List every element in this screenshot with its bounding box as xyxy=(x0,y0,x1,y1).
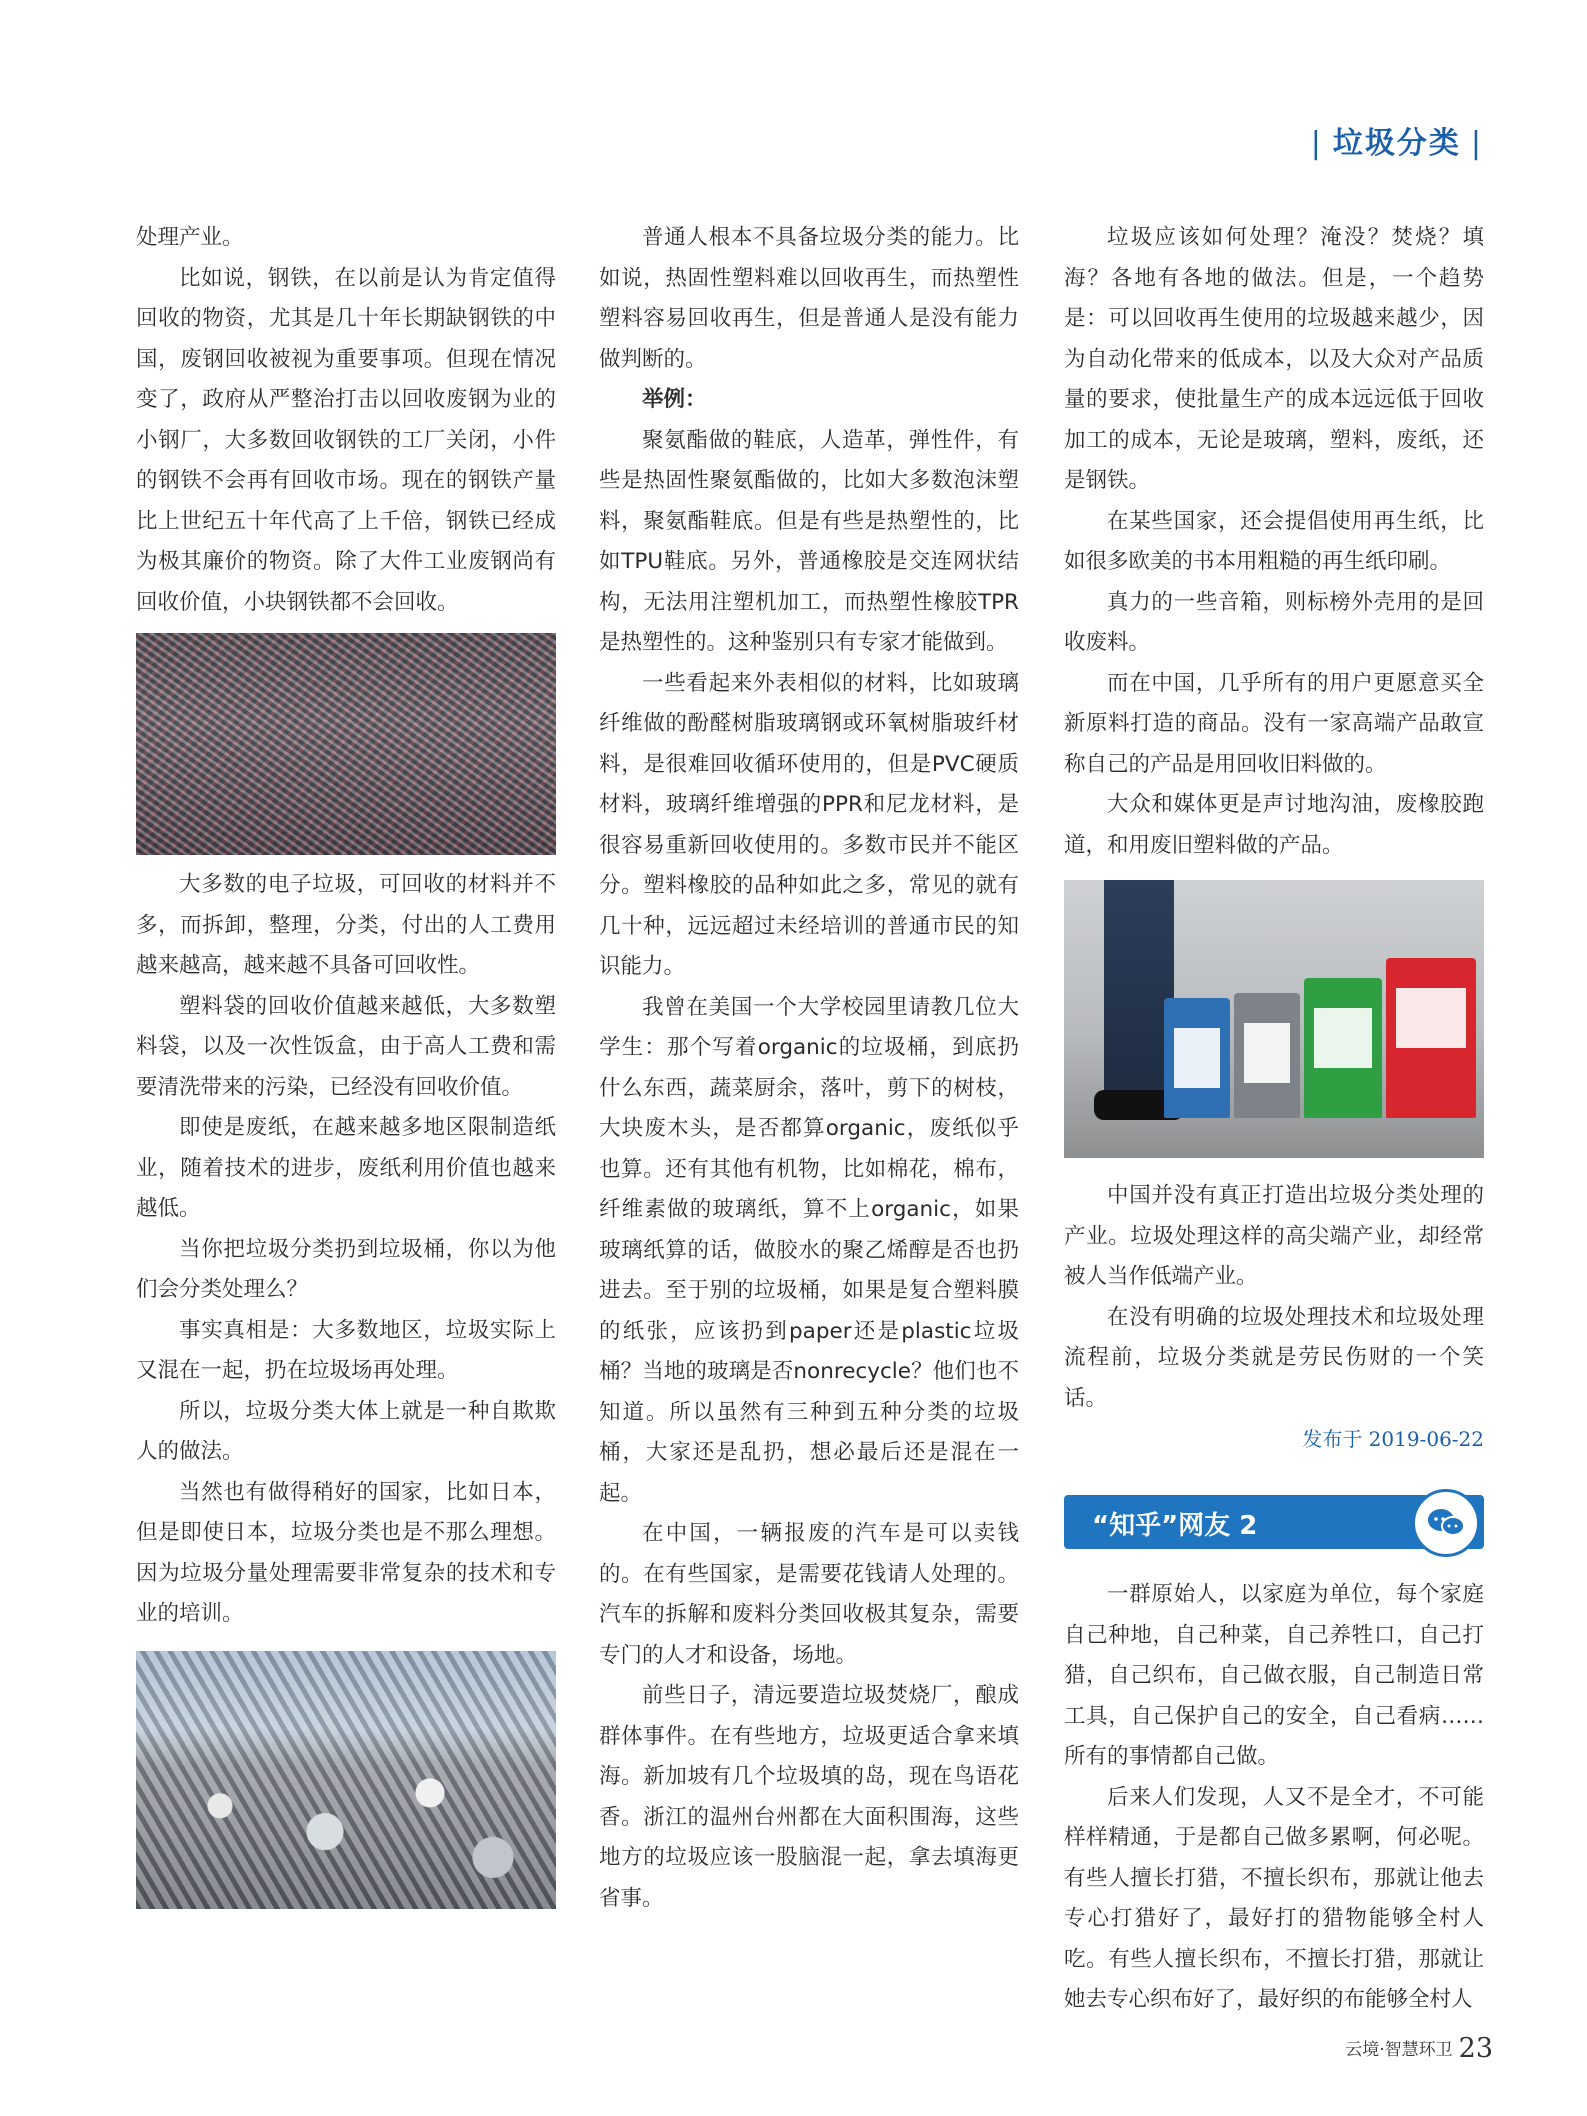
paragraph: 当然也有做得稍好的国家，比如日本，但是即使日本，垃圾分类也是不那么理想。因为垃圾分量处理需要非常复杂的技术和专业的培训。 xyxy=(136,1479,556,1626)
zhihu-banner-title: “知乎”网友 2 xyxy=(1092,1511,1258,1541)
recycling-bins-photo xyxy=(1064,880,1484,1158)
paragraph: 即使是废纸，在越来越多地区限制造纸业，随着技术的进步，废纸利用价值也越来越低。 xyxy=(136,1115,556,1221)
electronic-waste-photo xyxy=(136,633,556,855)
paragraph: 大多数的电子垃圾，可回收的材料并不多，而拆卸，整理，分类，付出的人工费用越来越高，越来越不具备可回收性。 xyxy=(136,872,556,978)
section-tag: | 垃圾分类 | xyxy=(1310,126,1483,161)
paragraph: 普通人根本不具备垃圾分类的能力。比如说，热固性塑料难以回收再生，而热塑性塑料容易回收再生，但是普通人是没有能力做判断的。 xyxy=(599,225,1019,372)
paragraph: 垃圾应该如何处理？淹没？焚烧？填海？各地有各地的做法。但是，一个趋势是：可以回收再生使用的垃圾越来越少，因为自动化带来的低成本，以及大众对产品质量的要求，使批量生产的成本远远低于回收加工的成本，无论是玻璃，塑料，废纸，还是钢铁。 xyxy=(1064,225,1484,493)
paragraph: 处理产业。 xyxy=(136,225,244,250)
paragraph: 我曾在美国一个大学校园里请教几位大学生：那个写着organic的垃圾桶，到底扔什么东西，蔬菜厨余，落叶，剪下的树枝，大块废木头，是否都算organic，废纸似乎也算。还有其他有机物，比如棉花，棉布，纤维素做的玻璃纸，算不上organic，如果玻璃纸算的话，做胶水的聚乙烯醇是否也扔进去。至于别的垃圾桶，如果是复合塑料膜的纸张，应该扔到paper还是plastic垃圾桶？当地的玻璃是否nonrecycle？他们也不知道。所以虽然有三种到五种分类的垃圾桶，大家还是乱扔，想必最后还是混在一起。 xyxy=(599,994,1019,1506)
paragraph: 而在中国，几乎所有的用户更愿意买全新原料打造的商品。没有一家高端产品敢宣称自己的产品是用回收旧料做的。 xyxy=(1064,670,1484,777)
paragraph: 事实真相是：大多数地区，垃圾实际上又混在一起，扔在垃圾场再处理。 xyxy=(136,1317,556,1383)
paragraph: 在某些国家，还会提倡使用再生纸，比如很多欧美的书本用粗糙的再生纸印刷。 xyxy=(1064,508,1484,574)
paragraph: 真力的一些音箱，则标榜外壳用的是回收废料。 xyxy=(1064,589,1484,655)
paragraph: 一些看起来外表相似的材料，比如玻璃纤维做的酚醛树脂玻璃钢或环氧树脂玻纤材料，是很难回收循环使用的，但是PVC硬质材料，玻璃纤维增强的PPR和尼龙材料，是很容易重新回收使用的。多数市民并不能区分。塑料橡胶的品种如此之多，常见的就有几十种，远远超过未经培训的普通市民的知识能力。 xyxy=(599,670,1019,979)
zhihu-user-banner xyxy=(1064,1495,1484,1549)
column-2 xyxy=(599,218,1019,1919)
paragraph: 前些日子，清远要造垃圾焚烧厂，酿成群体事件。在有些地方，垃圾更适合拿来填海。新加坡有几个垃圾填的岛，现在鸟语花香。浙江的温州台州都在大面积围海，这些地方的垃圾应该一股脑混一起，拿去填海更省事。 xyxy=(599,1683,1019,1911)
page-number: 23 xyxy=(1458,2033,1493,2064)
paragraph: 当你把垃圾分类扔到垃圾桶，你以为他们会分类处理么？ xyxy=(136,1236,556,1302)
paragraph: 聚氨酯做的鞋底，人造革，弹性件，有些是热固性聚氨酯做的，比如大多数泡沫塑料，聚氨酯鞋底。但是有些是热塑性的，比如TPU鞋底。另外，普通橡胶是交连网状结构，无法用注塑机加工，而热塑性橡胶TPR是热塑性的。这种鉴别只有专家才能做到。 xyxy=(599,427,1019,655)
example-label: 举例： xyxy=(642,387,707,412)
column-3 xyxy=(1064,218,1484,2021)
paragraph: 比如说，钢铁，在以前是认为肯定值得回收的物资，尤其是几十年长期缺钢铁的中国，废钢回收被视为重要事项。但现在情况变了，政府从严整治打击以回收废钢为业的小钢厂，大多数回收钢铁的工厂关闭，小件的钢铁不会再有回收市场。现在的钢铁产量比上世纪五十年代高了上千倍，钢铁已经成为极其廉价的物资。除了大件工业废钢尚有回收价值，小块钢铁都不会回收。 xyxy=(136,265,556,615)
page-footer xyxy=(1345,2033,1493,2064)
publish-date: 发布于 2019-06-22 xyxy=(1302,1427,1484,1451)
paragraph: 一群原始人，以家庭为单位，每个家庭自己种地，自己种菜，自己养牲口，自己打猎，自己织布，自己做衣服，自己制造日常工具，自己保护自己的安全，自己看病……所有的事情都自己做。 xyxy=(1064,1582,1484,1769)
paragraph: 在中国，一辆报废的汽车是可以卖钱的。在有些国家，是需要花钱请人处理的。汽车的拆解和废料分类回收极其复杂，需要专门的人才和设备，场地。 xyxy=(599,1521,1019,1668)
paragraph: 中国并没有真正打造出垃圾分类处理的产业。垃圾处理这样的高尖端产业，却经常被人当作低端产业。 xyxy=(1064,1183,1484,1289)
paragraph: 后来人们发现，人又不是全才，不可能样样精通，于是都自己做多累啊，何必呢。有些人擅长打猎，不擅长织布，那就让他去专心打猎好了，最好打的猎物能够全村人吃。有些人擅长织布，不擅长打猎，那就让她去专心织布好了，最好织的布能够全村人 xyxy=(1064,1784,1484,2012)
section-title: 垃圾分类 xyxy=(1332,126,1461,161)
paragraph: 所以，垃圾分类大体上就是一种自欺欺人的做法。 xyxy=(136,1398,556,1464)
chat-bubbles-icon xyxy=(1412,1489,1480,1557)
paragraph: 大众和媒体更是声讨地沟油，废橡胶跑道，和用废旧塑料做的产品。 xyxy=(1064,792,1484,858)
paragraph: 在没有明确的垃圾处理技术和垃圾处理流程前，垃圾分类就是劳民伤财的一个笑话。 xyxy=(1064,1304,1484,1411)
publication-name: 云境·智慧环卫 xyxy=(1345,2040,1453,2060)
paragraph: 塑料袋的回收价值越来越低，大多数塑料袋，以及一次性饭盒，由于高人工费和需要清洗带来的污染，已经没有回收价值。 xyxy=(136,993,556,1100)
column-1 xyxy=(136,218,556,1919)
landfill-photo xyxy=(136,1651,556,1909)
